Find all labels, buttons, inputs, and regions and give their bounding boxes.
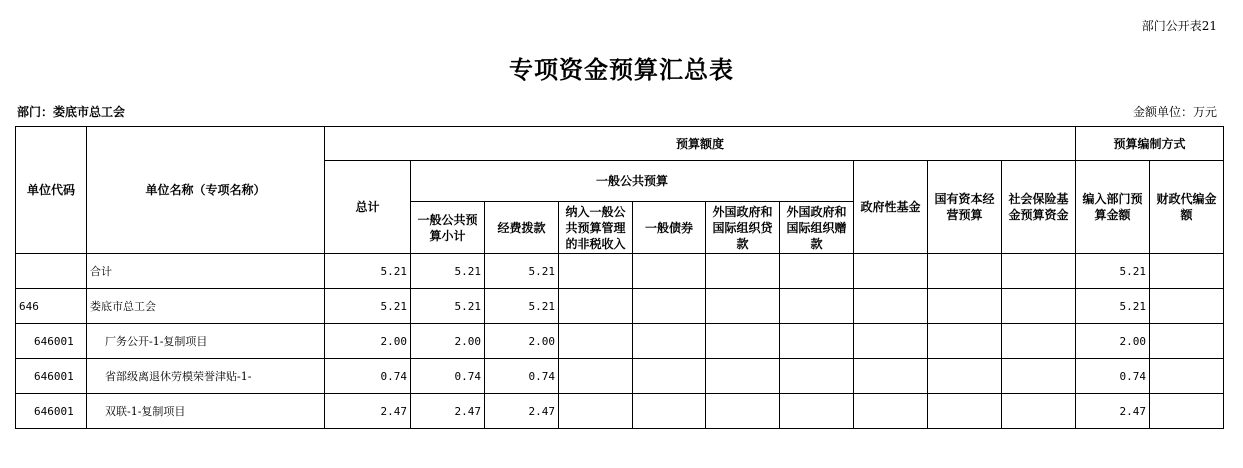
cell-dept-budget: 5.21: [1076, 289, 1150, 324]
cell-subtotal: 2.47: [411, 394, 485, 429]
cell-subtotal: 0.74: [411, 359, 485, 394]
cell-state-capital: [928, 254, 1002, 289]
col-budget-amount: 预算额度: [325, 127, 1076, 161]
cell-bonds: [633, 289, 706, 324]
cell-state-capital: [928, 394, 1002, 429]
col-funding-allocation: 经费拨款: [485, 202, 559, 254]
cell-non-tax: [559, 359, 633, 394]
cell-code: 646001: [16, 359, 87, 394]
form-number: 部门公开表21: [1141, 19, 1217, 33]
col-general-bonds: 一般债券: [633, 202, 706, 254]
col-non-tax-income: 纳入一般公共预算管理的非税收入: [559, 202, 633, 254]
col-general-subtotal: 一般公共预算小计: [411, 202, 485, 254]
cell-total: 2.47: [325, 394, 411, 429]
cell-grants: [780, 289, 854, 324]
cell-code: 646: [16, 289, 87, 324]
cell-social: [1002, 324, 1076, 359]
cell-social: [1002, 289, 1076, 324]
cell-gov-fund: [854, 324, 928, 359]
cell-total: 2.00: [325, 324, 411, 359]
col-unit-name: 单位名称（专项名称）: [87, 127, 325, 254]
cell-loans: [706, 394, 780, 429]
cell-name: 合计: [87, 254, 325, 289]
cell-total: 5.21: [325, 289, 411, 324]
cell-finance: [1150, 289, 1224, 324]
cell-state-capital: [928, 324, 1002, 359]
cell-loans: [706, 254, 780, 289]
cell-bonds: [633, 254, 706, 289]
table-row: [16, 324, 1224, 359]
cell-funding: 5.21: [485, 254, 559, 289]
cell-grants: [780, 359, 854, 394]
cell-code: [16, 254, 87, 289]
table-row: [16, 289, 1224, 324]
table-row: [16, 359, 1224, 394]
cell-state-capital: [928, 359, 1002, 394]
cell-bonds: [633, 394, 706, 429]
cell-dept-budget: 0.74: [1076, 359, 1150, 394]
cell-total: 5.21: [325, 254, 411, 289]
cell-funding: 2.00: [485, 324, 559, 359]
cell-loans: [706, 289, 780, 324]
col-gov-fund: 政府性基金: [854, 161, 928, 254]
cell-name: 娄底市总工会: [87, 289, 325, 324]
col-foreign-loans: 外国政府和国际组织贷款: [706, 202, 780, 254]
col-dept-budget-included: 编入部门预算金额: [1076, 161, 1150, 254]
cell-non-tax: [559, 289, 633, 324]
cell-funding: 0.74: [485, 359, 559, 394]
cell-non-tax: [559, 394, 633, 429]
cell-gov-fund: [854, 254, 928, 289]
cell-name: 省部级离退休劳模荣誉津贴-1-: [87, 359, 325, 394]
col-state-capital: 国有资本经营预算: [928, 161, 1002, 254]
cell-finance: [1150, 254, 1224, 289]
cell-gov-fund: [854, 394, 928, 429]
cell-grants: [780, 394, 854, 429]
cell-non-tax: [559, 324, 633, 359]
cell-dept-budget: 2.00: [1076, 324, 1150, 359]
col-finance-budget: 财政代编金额: [1150, 161, 1224, 254]
budget-summary-table: [15, 126, 1224, 429]
cell-funding: 5.21: [485, 289, 559, 324]
cell-bonds: [633, 359, 706, 394]
cell-name: 双联-1-复制项目: [87, 394, 325, 429]
cell-finance: [1150, 324, 1224, 359]
cell-name: 厂务公开-1-复制项目: [87, 324, 325, 359]
cell-loans: [706, 359, 780, 394]
table-row: [16, 254, 1224, 289]
cell-grants: [780, 324, 854, 359]
cell-state-capital: [928, 289, 1002, 324]
cell-funding: 2.47: [485, 394, 559, 429]
cell-code: 646001: [16, 324, 87, 359]
table-row: [16, 394, 1224, 429]
cell-loans: [706, 324, 780, 359]
page-title: 专项资金预算汇总表: [509, 55, 734, 84]
cell-subtotal: 5.21: [411, 254, 485, 289]
cell-dept-budget: 2.47: [1076, 394, 1150, 429]
cell-finance: [1150, 359, 1224, 394]
cell-gov-fund: [854, 359, 928, 394]
col-general-budget: 一般公共预算: [411, 161, 854, 202]
cell-subtotal: 5.21: [411, 289, 485, 324]
cell-gov-fund: [854, 289, 928, 324]
col-budget-method: 预算编制方式: [1076, 127, 1224, 161]
col-social-insurance: 社会保险基金预算资金: [1002, 161, 1076, 254]
cell-social: [1002, 394, 1076, 429]
cell-dept-budget: 5.21: [1076, 254, 1150, 289]
amount-unit-label: 金额单位：万元: [1132, 105, 1217, 119]
cell-subtotal: 2.00: [411, 324, 485, 359]
cell-bonds: [633, 324, 706, 359]
cell-finance: [1150, 394, 1224, 429]
cell-code: 646001: [16, 394, 87, 429]
cell-total: 0.74: [325, 359, 411, 394]
cell-grants: [780, 254, 854, 289]
col-total: 总计: [325, 161, 411, 254]
col-foreign-grants: 外国政府和国际组织赠款: [780, 202, 854, 254]
department-label: 部门：娄底市总工会: [17, 105, 126, 119]
cell-social: [1002, 254, 1076, 289]
col-unit-code: 单位代码: [16, 127, 87, 254]
cell-social: [1002, 359, 1076, 394]
cell-non-tax: [559, 254, 633, 289]
